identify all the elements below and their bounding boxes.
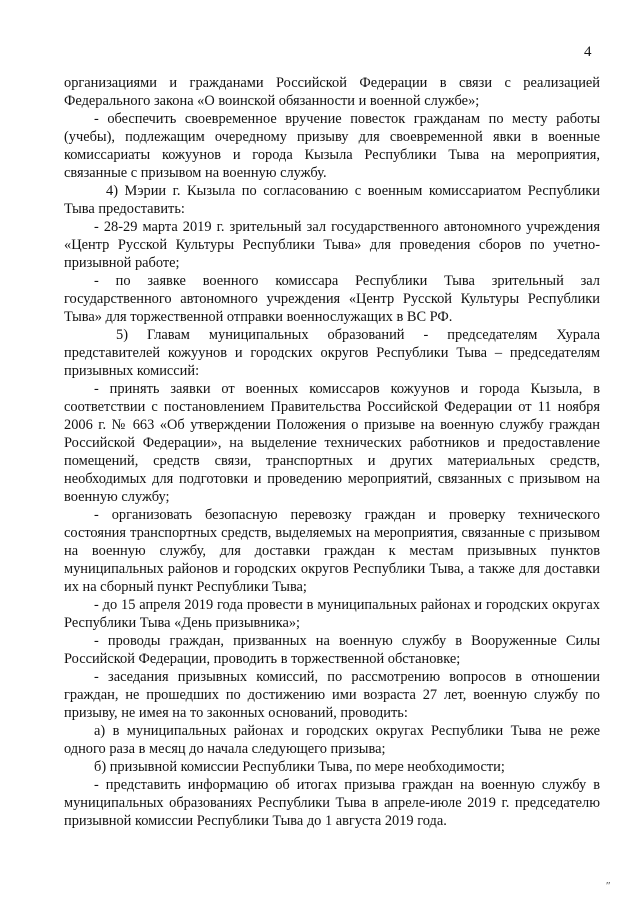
page-number: 4 [584,44,592,60]
document-body [64,74,600,830]
corner-mark: ″ [606,880,611,892]
paragraph-12: а) в муниципальных районах и городских округах Республики Тыва не реже одного раза в месяц до начала следующего призыва; [64,723,600,757]
paragraph-5: - по заявке военного комиссара Республики Тыва зрительный зал государственного автономного учреждения «Центр Русской Культуры Республики Тыва» для торжественной отправки военнослужащих в ВС РФ. [64,273,600,325]
paragraph-10: - проводы граждан, призванных на военную службу в Вооруженные Силы Российской Федерации, проводить в торжественной обстановке; [64,633,600,667]
paragraph-1: организациями и гражданами Российской Федерации в связи с реализацией Федерального закона «О воинской обязанности и военной службе»; [64,75,600,109]
paragraph-8: - организовать безопасную перевозку граждан и проверку технического состояния транспортных средств, выделяемых на мероприятия, связанные с призывом на военную службу, для доставки граждан к местам призывных пунктов муниципальных районов и городских округов Республики Тыва, а также для доставки их на сборный пункт Республики Тыва; [64,507,600,595]
paragraph-3: 4) Мэрии г. Кызыла по согласованию с военным комиссариатом Республики Тыва предоставить: [64,183,600,217]
paragraph-2: - обеспечить своевременное вручение повесток гражданам по месту работы (учебы), подлежащим очередному призыву для своевременной явки в военные комиссариаты кожуунов и города Кызыла Республики Тыва на мероприятия, связанные с призывом на военную службу. [64,111,600,181]
paragraph-13: б) призывной комиссии Республики Тыва, по мере необходимости; [94,759,505,775]
paragraph-9: - до 15 апреля 2019 года провести в муниципальных районах и городских округах Республики Тыва «День призывника»; [64,597,600,631]
paragraph-14: - представить информацию об итогах призыва граждан на военную службу в муниципальных образованиях Республики Тыва в апреле-июле 2019 г. председателю призывной комиссии Республики Тыва до 1 августа 2019 года. [64,777,600,829]
paragraph-4: - 28-29 марта 2019 г. зрительный зал государственного автономного учреждения «Центр Русской Культуры Республики Тыва» для проведения сборов по учетно-призывной работе; [64,219,600,271]
paragraph-11: - заседания призывных комиссий, по рассмотрению вопросов в отношении граждан, не прошедших по достижению ими возраста 27 лет, военную службу по призыву, не имея на то законных оснований, проводить: [64,669,600,721]
paragraph-7: - принять заявки от военных комиссаров кожуунов и города Кызыла, в соответствии с постановлением Правительства Российской Федерации от 11 ноября 2006 г. № 663 «Об утверждении Положения о призыве на военную службу граждан Российской Федерации», на выделение технических работников и предоставление помещений, средств связи, транспортных и других материальных средств, необходимых для подготовки и проведению мероприятий, связанных с призывом на военную службу; [64,381,600,505]
paragraph-6: 5) Главам муниципальных образований - председателям Хурала представителей кожуунов и городских округов Республики Тыва – председателям призывных комиссий: [64,327,600,379]
